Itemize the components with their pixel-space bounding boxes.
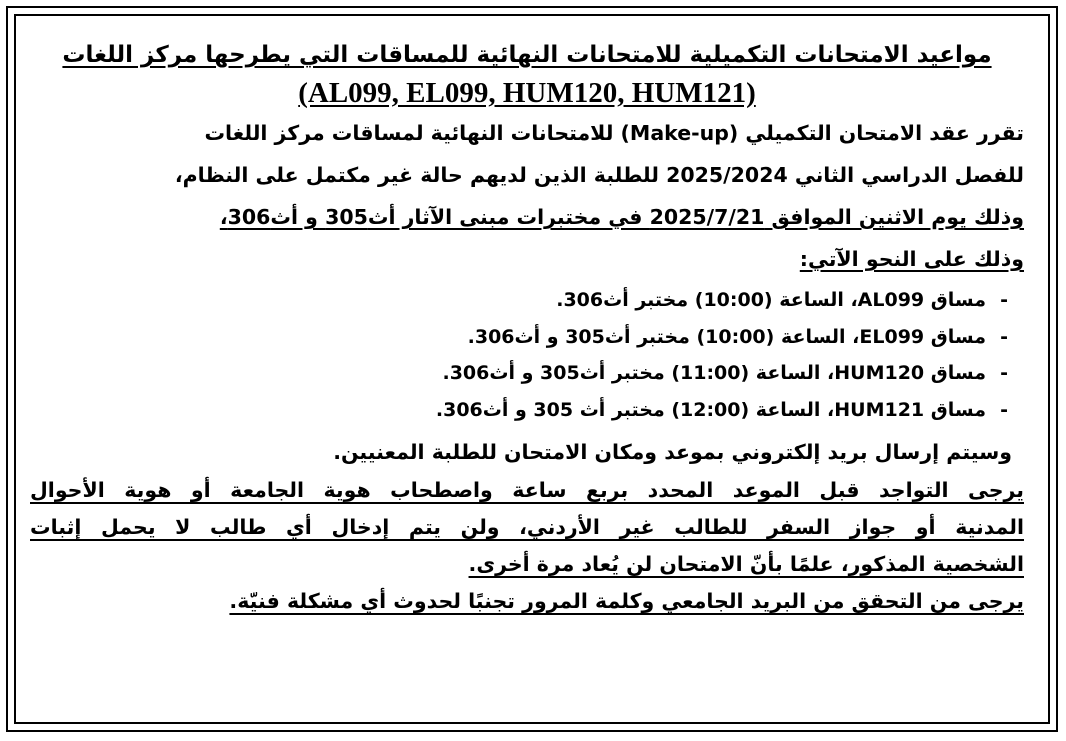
attendance-line: يرجى التواجد قبل الموعد المحدد بربع ساعة واصطحاب هوية الجامعة أو هوية الأحوال	[30, 478, 1024, 502]
attendance-instructions	[30, 472, 1024, 620]
schedule-item-text: مساق HUM120، الساعة (11:00) مختبر أث305 و أث306.	[442, 362, 986, 384]
intro-line: تقرر عقد الامتحان التكميلي (Make-up) للامتحانات النهائية لمساقات مركز اللغات	[204, 121, 1024, 145]
schedule-item-text: مساق AL099، الساعة (10:00) مختبر أث306.	[556, 289, 986, 311]
intro-line: للفصل الدراسي الثاني 2025/2024 للطلبة الذين لديهم حالة غير مكتمل على النظام،	[174, 163, 1024, 187]
schedule-list	[30, 282, 1024, 428]
list-item	[30, 319, 1024, 356]
list-item	[30, 392, 1024, 429]
intro-paragraph	[30, 112, 1024, 280]
bullet: -	[1000, 325, 1008, 348]
schedule-item-text: مساق HUM121، الساعة (12:00) مختبر أث 305 و أث306.	[435, 398, 986, 421]
bullet: -	[1000, 362, 1008, 384]
intro-lead-in: وذلك على النحو الآتي:	[799, 247, 1024, 271]
list-item	[30, 282, 1024, 319]
attendance-line: المدنية أو جواز السفر للطالب غير الأردني، ولن يتم إدخال أي طالب لا يحمل إثبات	[30, 515, 1024, 539]
announcement-title: مواعيد الامتحانات التكميلية للامتحانات النهائية للمساقات التي يطرحها مركز اللغات	[62, 42, 992, 68]
bullet: -	[1000, 289, 1008, 311]
announcement	[30, 36, 1024, 620]
schedule-item-text: مساق EL099، الساعة (10:00) مختبر أث305 و أث306.	[467, 325, 986, 348]
intro-date-line: وذلك يوم الاثنين الموافق 2025/7/21 في مختبرات مبنى الآثار أث305 و أث306،	[219, 205, 1024, 229]
email-note: وسيتم إرسال بريد إلكتروني بموعد ومكان الامتحان للطلبة المعنيين.	[333, 440, 1012, 464]
bullet: -	[1000, 398, 1008, 421]
course-codes: (AL099, EL099, HUM120, HUM121)	[298, 77, 756, 109]
list-item	[30, 355, 1024, 392]
attendance-line: الشخصية المذكور، علمًا بأنّ الامتحان لن يُعاد مرة أخرى.	[468, 552, 1024, 576]
verify-note: يرجى من التحقق من البريد الجامعي وكلمة المرور تجنبًا لحدوث أي مشكلة فنيّة.	[229, 589, 1024, 613]
